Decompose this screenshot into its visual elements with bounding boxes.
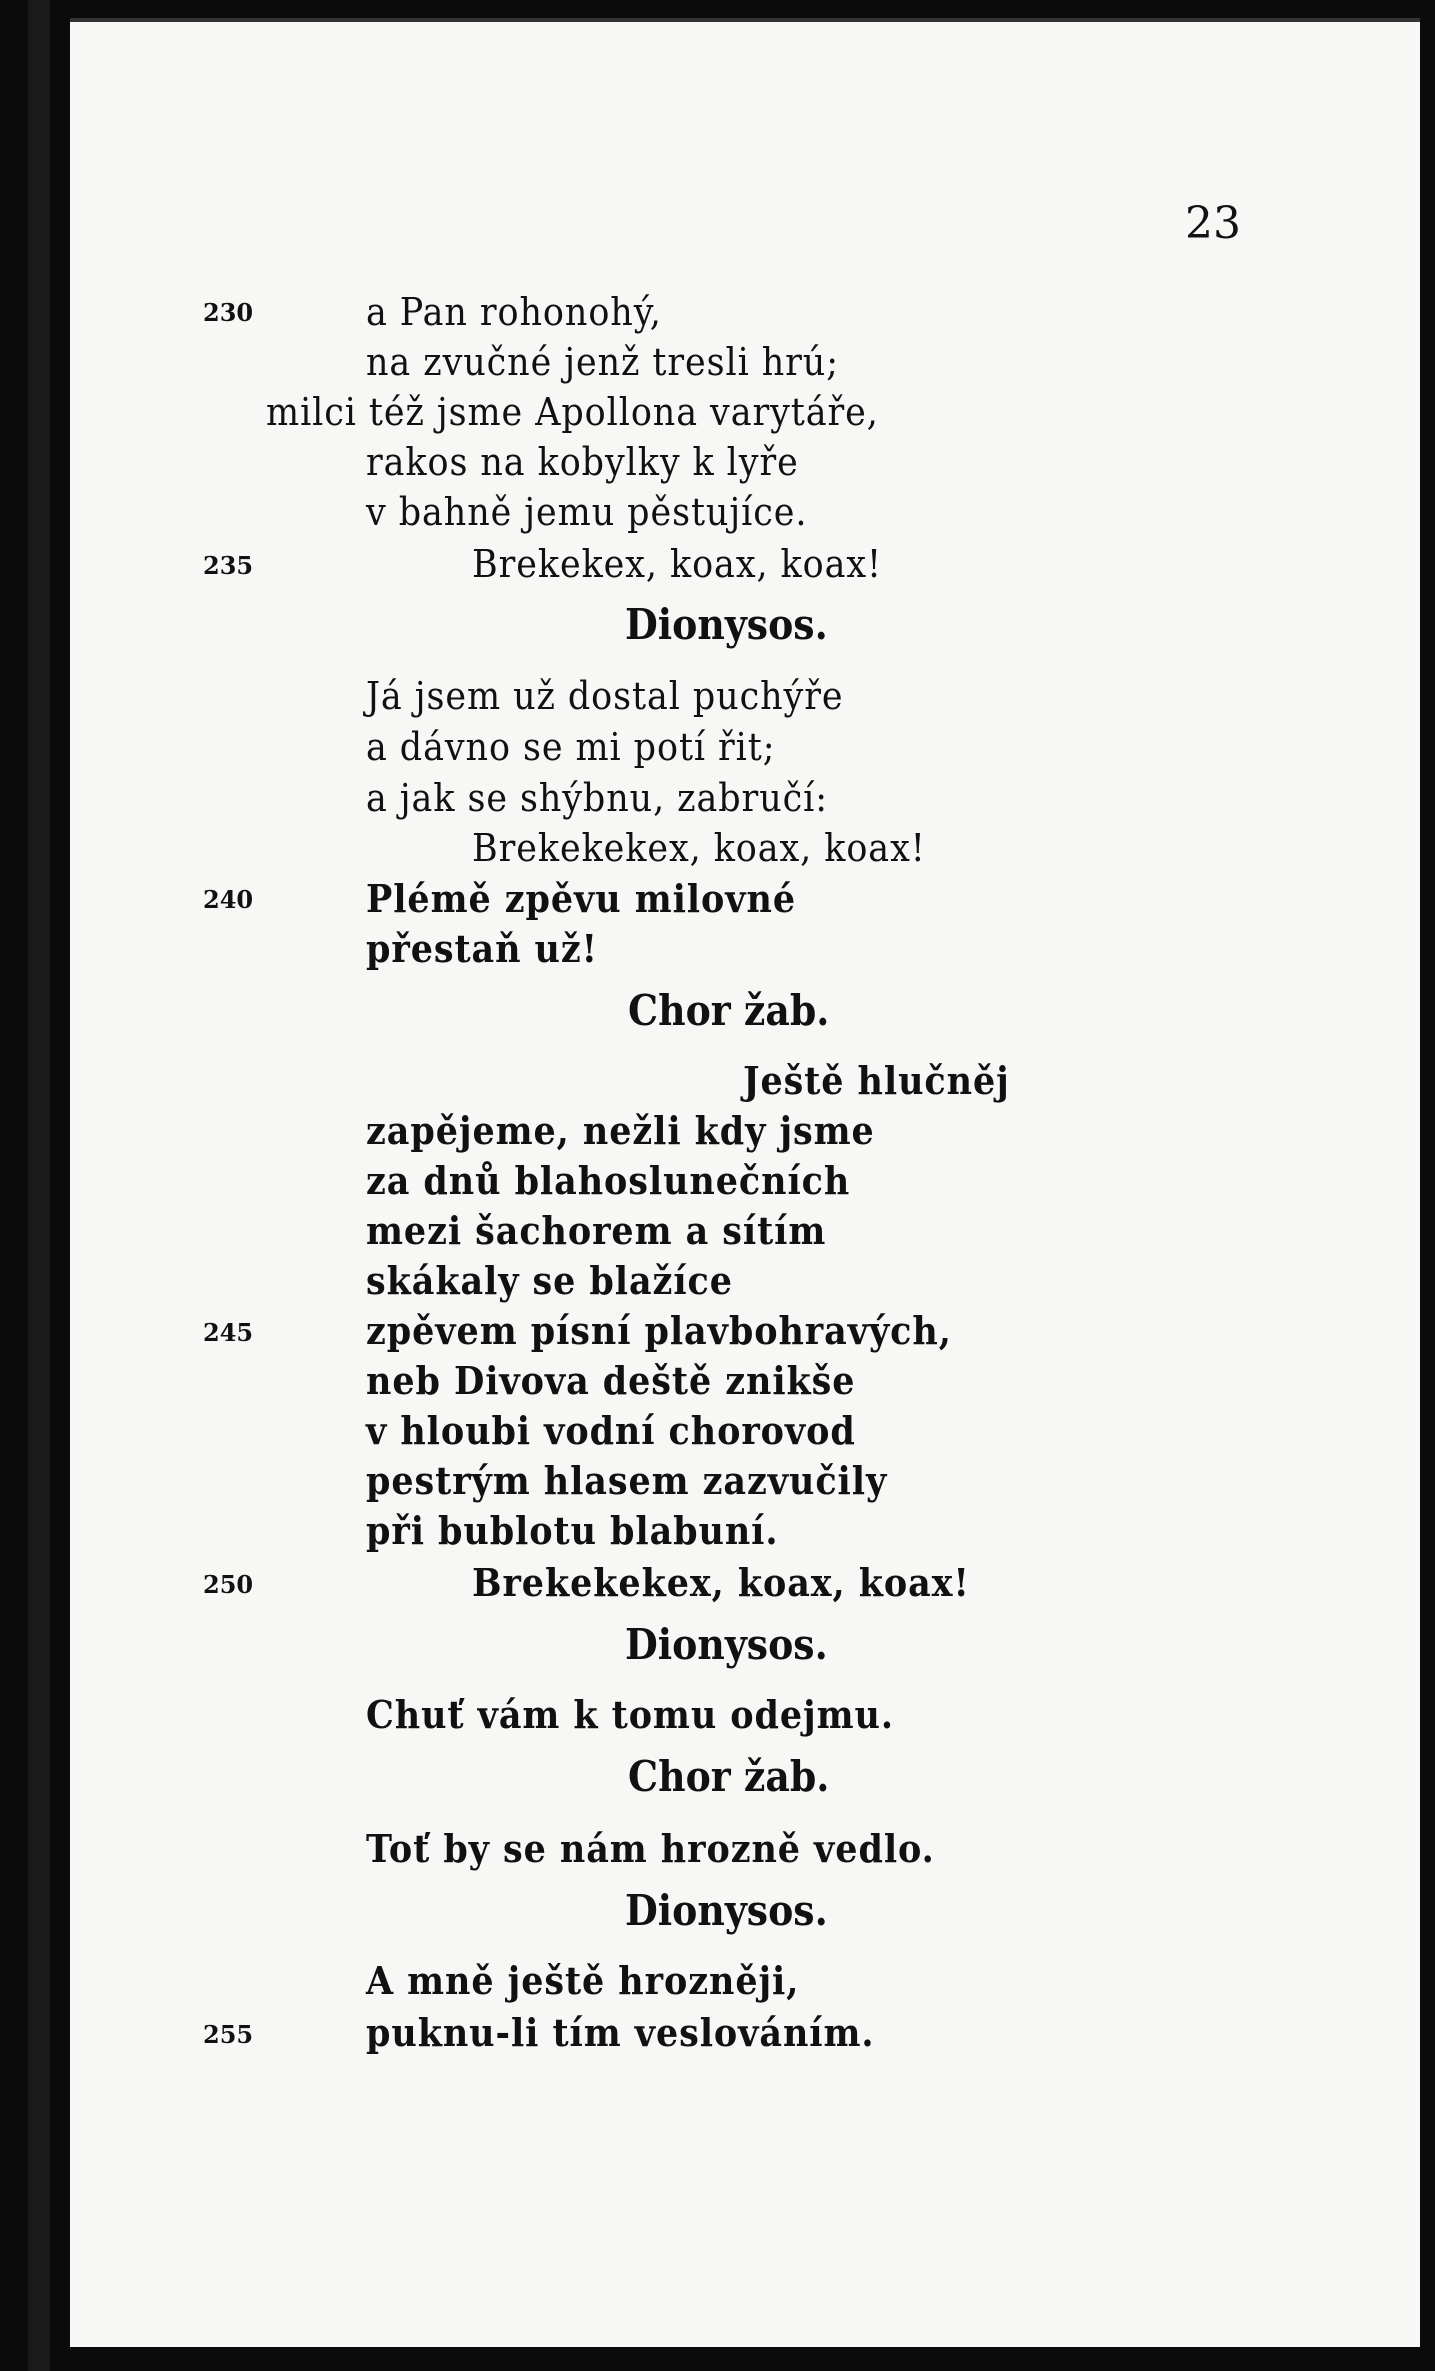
verse-line: v hloubi vodní chorovod bbox=[366, 1408, 856, 1453]
verse-line: v bahně jemu pěstujíce. bbox=[366, 490, 808, 534]
verse-line: milci též jsme Apollona varytáře, bbox=[266, 390, 879, 434]
line-number: 245 bbox=[203, 1318, 254, 1347]
verse-line: Toť by se nám hrozně vedlo. bbox=[366, 1826, 935, 1871]
verse-line: Chuť vám k tomu odejmu. bbox=[366, 1692, 894, 1737]
line-number: 230 bbox=[203, 298, 254, 327]
line-number: 255 bbox=[203, 2020, 254, 2049]
verse-line: pestrým hlasem zazvučily bbox=[366, 1458, 888, 1503]
verse-line: zapějeme, nežli kdy jsme bbox=[366, 1108, 875, 1153]
verse-line: rakos na kobylky k lyře bbox=[366, 440, 799, 484]
verse-line-refrain: Brekekekex, koax, koax! bbox=[472, 826, 926, 870]
verse-line: A mně ještě hrozněji, bbox=[366, 1958, 800, 2003]
verse-line: na zvučné jenž tresli hrú; bbox=[366, 340, 839, 384]
page-number: 23 bbox=[1185, 198, 1241, 249]
speaker-heading: Dionysos. bbox=[625, 1620, 828, 1669]
verse-line: mezi šachorem a sítím bbox=[366, 1208, 827, 1253]
line-number: 240 bbox=[203, 885, 254, 914]
verse-line: Já jsem už dostal puchýře bbox=[366, 674, 844, 718]
speaker-heading: Dionysos. bbox=[625, 1886, 828, 1935]
top-edge bbox=[70, 18, 1420, 22]
verse-line: Ještě hlučněj bbox=[743, 1058, 1010, 1103]
verse-line: neb Divova deště znikše bbox=[366, 1358, 856, 1403]
line-number: 235 bbox=[203, 551, 254, 580]
verse-line: přestaň už! bbox=[366, 926, 598, 971]
verse-line: a Pan rohonohý, bbox=[366, 290, 662, 334]
line-number: 250 bbox=[203, 1570, 254, 1599]
left-margin-shadow bbox=[28, 0, 50, 2371]
verse-line: puknu-li tím veslováním. bbox=[366, 2010, 875, 2055]
verse-line: a jak se shýbnu, zabručí: bbox=[366, 776, 828, 820]
verse-line: skákaly se blažíce bbox=[366, 1258, 733, 1303]
verse-line: při bublotu blabuní. bbox=[366, 1508, 779, 1553]
verse-line: Plémě zpěvu milovné bbox=[366, 876, 796, 921]
verse-line: zpěvem písní plavbohravých, bbox=[366, 1308, 952, 1353]
speaker-heading: Chor žab. bbox=[628, 1752, 830, 1801]
speaker-heading: Dionysos. bbox=[625, 600, 828, 649]
verse-line-refrain: Brekekex, koax, koax! bbox=[472, 542, 882, 586]
verse-line: za dnů blahoslunečních bbox=[366, 1158, 851, 1203]
verse-line: a dávno se mi potí řit; bbox=[366, 725, 776, 769]
verse-line-refrain: Brekekekex, koax, koax! bbox=[472, 1560, 970, 1605]
speaker-heading: Chor žab. bbox=[628, 986, 830, 1035]
